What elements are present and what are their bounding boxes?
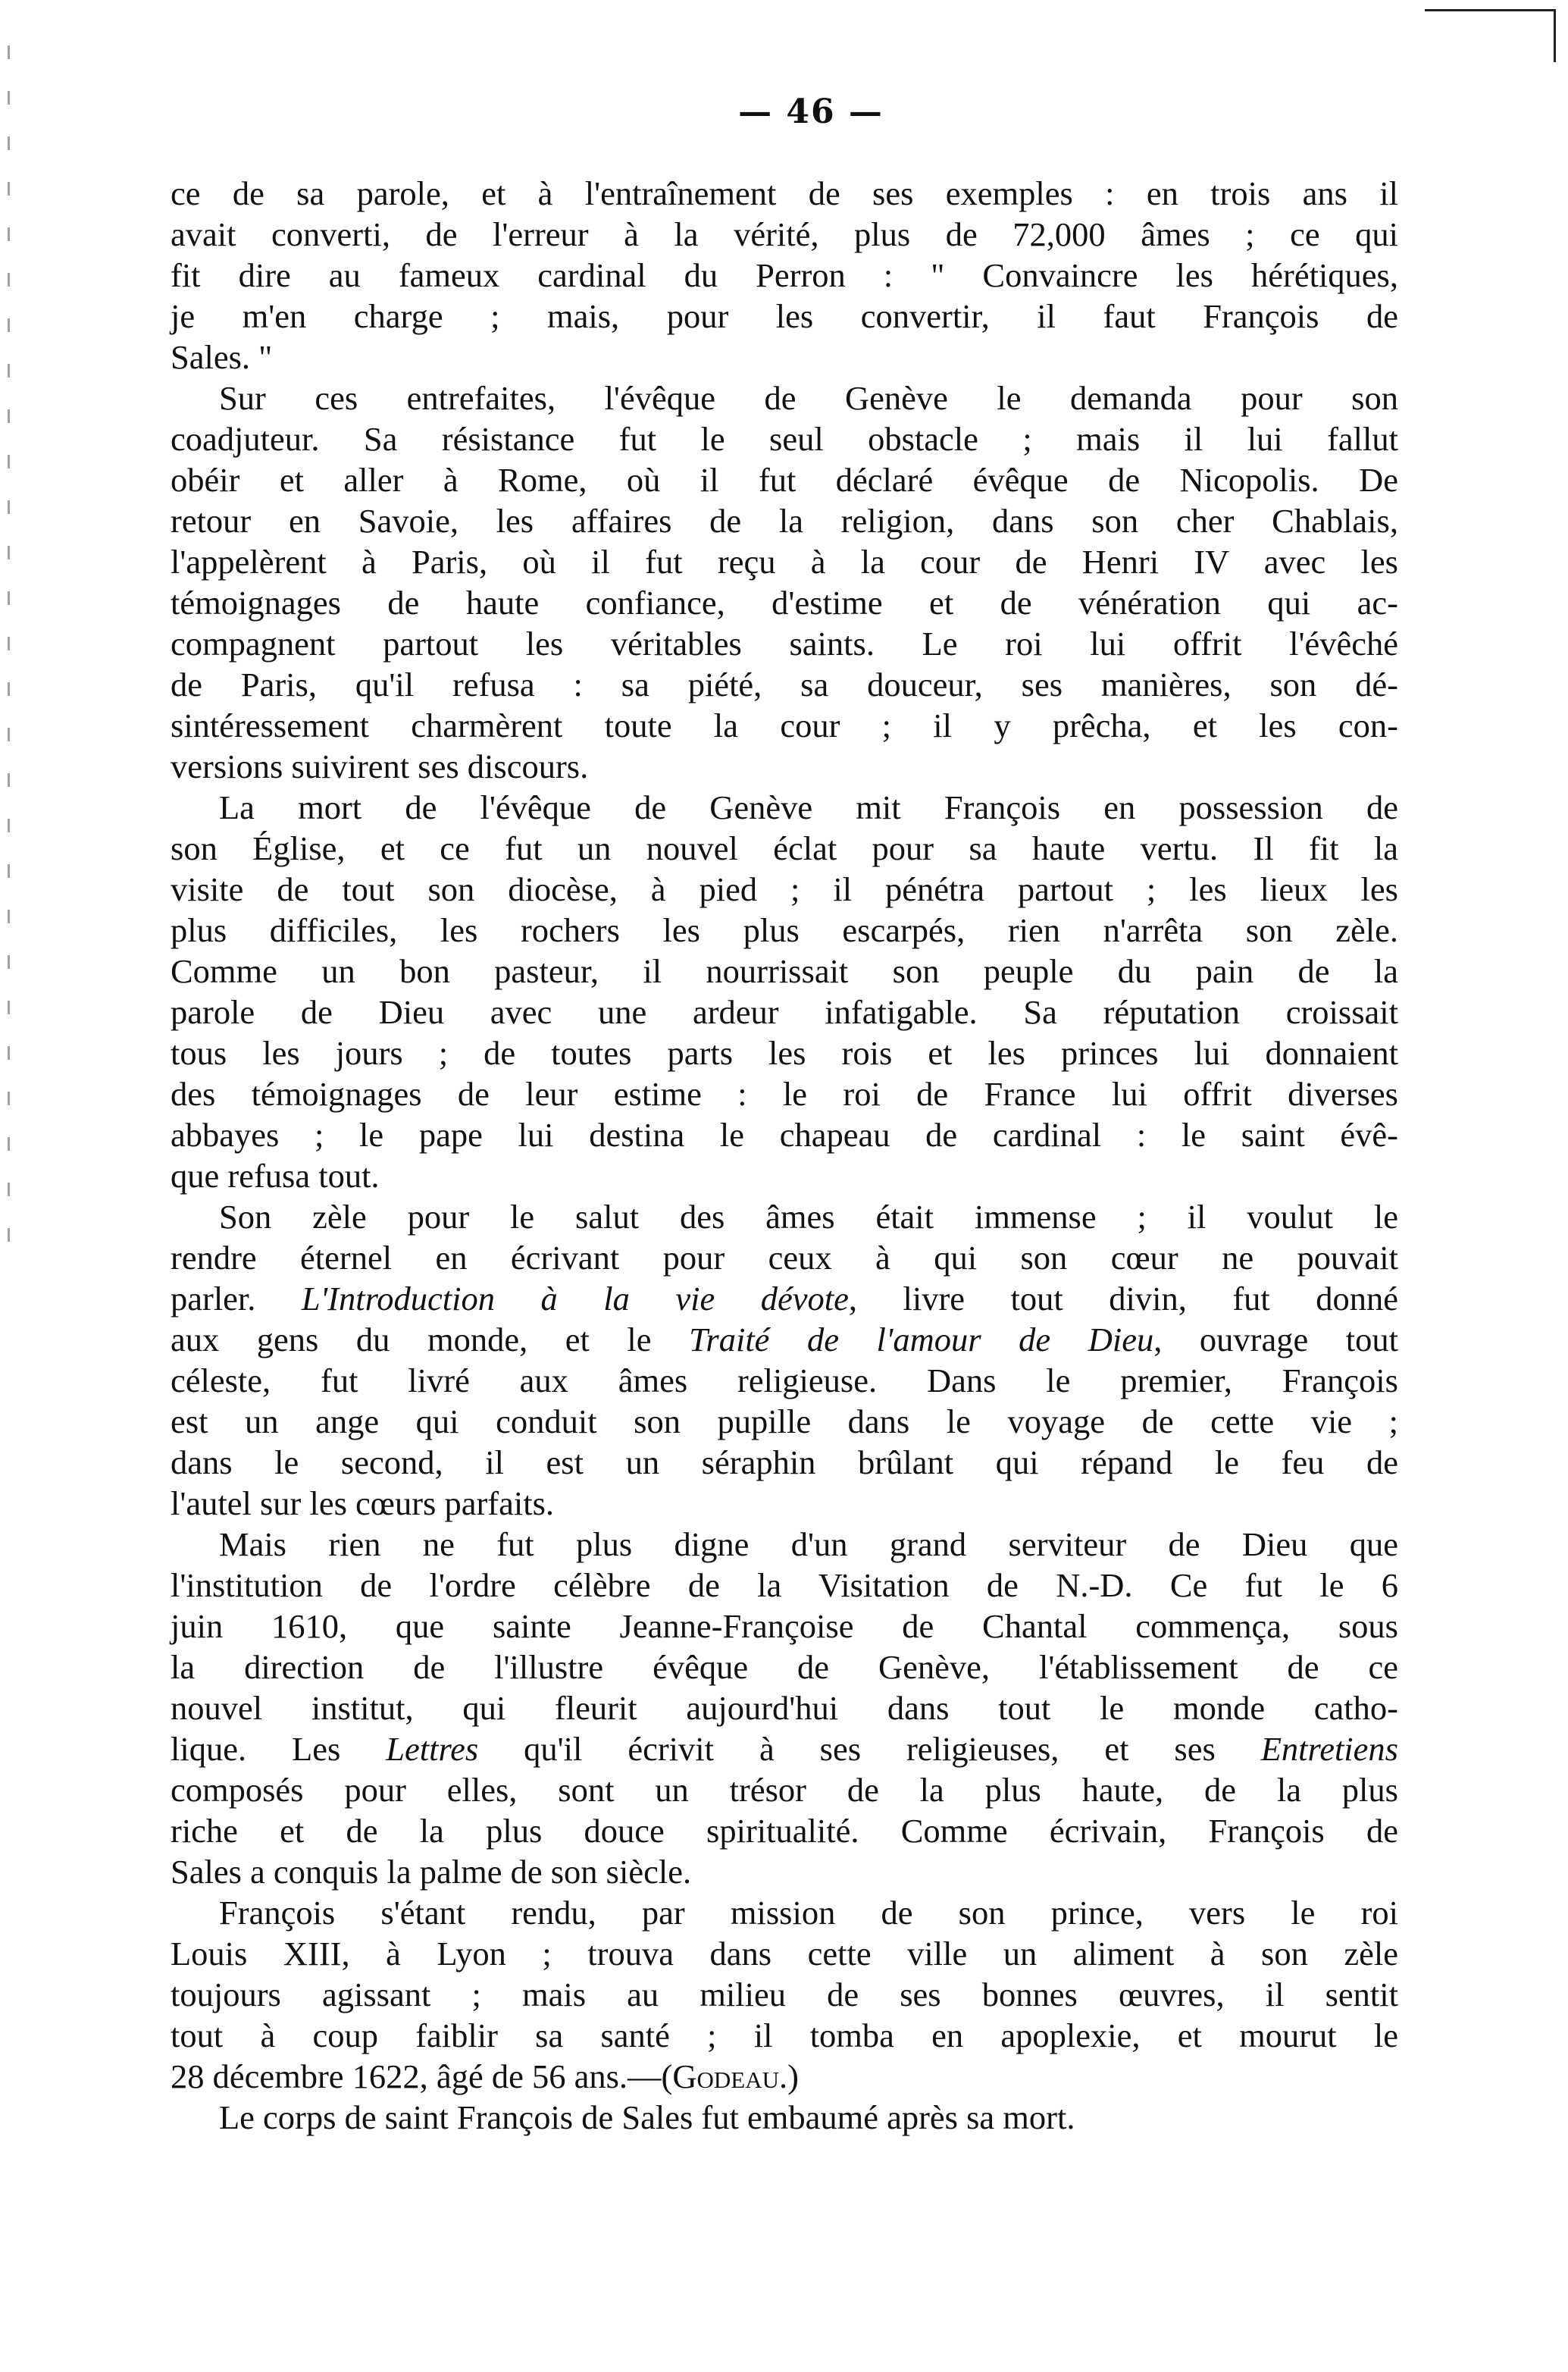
- text-fragment: qu'il écrivit à ses religieuses, et ses: [478, 1730, 1261, 1768]
- text-line: sintéressement charmèrent toute la cour ; il y prêcha, et les con-: [171, 707, 1398, 744]
- text-line: Sales a conquis la palme de son siècle.: [171, 1853, 692, 1891]
- text-line: Son zèle pour le salut des âmes était immense ; il voulut le: [219, 1198, 1398, 1236]
- text-line: toujours agissant ; mais au milieu de ses bonnes œuvres, il sentit: [171, 1976, 1398, 2013]
- text-fragment: .): [778, 2057, 799, 2095]
- text-line: avait converti, de l'erreur à la vérité, plus de 72,000 âmes ; ce qui: [171, 215, 1398, 253]
- citation-author: Godeau: [672, 2057, 779, 2095]
- text-line: riche et de la plus douce spiritualité. Comme écrivain, François de: [171, 1812, 1398, 1850]
- text-line: tout à coup faiblir sa santé ; il tomba en apoplexie, et mourut le: [171, 2016, 1398, 2054]
- text-line: Le corps de saint François de Sales fut embaumé après sa mort.: [219, 2098, 1075, 2136]
- text-line: je m'en charge ; mais, pour les convertir, il faut François de: [171, 297, 1398, 335]
- text-line: Mais rien ne fut plus digne d'un grand serviteur de Dieu que: [219, 1525, 1398, 1563]
- text-line: l'autel sur les cœurs parfaits.: [171, 1484, 555, 1522]
- text-line: [171, 1319, 1398, 1360]
- book-title: Lettres: [386, 1730, 479, 1768]
- book-title: L'Introduction à la vie dévote: [301, 1280, 849, 1318]
- text-line: Comme un bon pasteur, il nourrissait son peuple du pain de la: [171, 952, 1398, 990]
- text-line: François s'étant rendu, par mission de son prince, vers le roi: [219, 1894, 1398, 1932]
- text-fragment: parler.: [171, 1280, 302, 1318]
- text-line: nouvel institut, qui fleurit aujourd'hui dans tout le monde catho-: [171, 1689, 1398, 1727]
- paragraph: [171, 787, 1398, 1196]
- text-line: la direction de l'illustre évêque de Genève, l'établissement de ce: [171, 1648, 1398, 1686]
- text-line: [171, 2056, 1398, 2097]
- paragraph: [171, 1892, 1398, 2097]
- paragraph: [171, 1196, 1398, 1524]
- text-line: plus difficiles, les rochers les plus escarpés, rien n'arrêta son zèle.: [171, 911, 1398, 949]
- book-title: Entretiens: [1260, 1730, 1398, 1768]
- text-line: retour en Savoie, les affaires de la religion, dans son cher Chablais,: [171, 502, 1398, 540]
- page-number: — 46 —: [738, 92, 884, 131]
- scan-binding-marks: [8, 45, 10, 1258]
- paragraph: [171, 1524, 1398, 1892]
- text-line: Louis XIII, à Lyon ; trouva dans cette ville un aliment à son zèle: [171, 1935, 1398, 1972]
- text-fragment: 28 décembre 1622, âgé de 56 ans.—(: [171, 2057, 673, 2095]
- text-line: Sur ces entrefaites, l'évêque de Genève le demanda pour son: [219, 379, 1398, 417]
- text-line: [171, 1728, 1398, 1769]
- scan-border-top: [1425, 9, 1554, 11]
- text-line: [171, 1278, 1398, 1319]
- text-line: que refusa tout.: [171, 1157, 380, 1195]
- text-line: ce de sa parole, et à l'entraînement de ses exemples : en trois ans il: [171, 174, 1398, 212]
- text-line: est un ange qui conduit son pupille dans le voyage de cette vie ;: [171, 1402, 1398, 1440]
- text-line: coadjuteur. Sa résistance fut le seul obstacle ; mais il lui fallut: [171, 420, 1398, 458]
- text-line: versions suivirent ses discours.: [171, 747, 589, 785]
- text-line: La mort de l'évêque de Genève mit François en possession de: [219, 788, 1398, 826]
- text-fragment: lique. Les: [171, 1730, 387, 1768]
- text-line: composés pour elles, sont un trésor de la plus haute, de la plus: [171, 1771, 1398, 1809]
- paragraph: [171, 2097, 1398, 2138]
- scan-border-right: [1554, 9, 1556, 62]
- text-line: dans le second, il est un séraphin brûlant qui répand le feu de: [171, 1443, 1398, 1481]
- text-line: rendre éternel en écrivant pour ceux à qui son cœur ne pouvait: [171, 1239, 1398, 1277]
- text-line: Sales. ": [171, 338, 273, 376]
- text-line: fit dire au fameux cardinal du Perron : " Convaincre les hérétiques,: [171, 256, 1398, 294]
- page-body-text: [171, 173, 1398, 2138]
- text-line: juin 1610, que sainte Jeanne-Françoise de Chantal commença, sous: [171, 1607, 1398, 1645]
- text-line: visite de tout son diocèse, à pied ; il pénétra partout ; les lieux les: [171, 870, 1398, 908]
- text-line: parole de Dieu avec une ardeur infatigable. Sa réputation croissait: [171, 993, 1398, 1031]
- text-line: obéir et aller à Rome, où il fut déclaré évêque de Nicopolis. De: [171, 461, 1398, 499]
- text-line: céleste, fut livré aux âmes religieuse. Dans le premier, François: [171, 1361, 1398, 1399]
- text-line: tous les jours ; de toutes parts les rois et les princes lui donnaient: [171, 1034, 1398, 1072]
- text-line: l'appelèrent à Paris, où il fut reçu à la cour de Henri IV avec les: [171, 543, 1398, 581]
- text-line: des témoignages de leur estime : le roi de France lui offrit diverses: [171, 1075, 1398, 1113]
- text-line: abbayes ; le pape lui destina le chapeau de cardinal : le saint évê-: [171, 1116, 1398, 1154]
- book-title: Traité de l'amour de Dieu: [689, 1321, 1154, 1358]
- text-fragment: , ouvrage tout: [1153, 1321, 1398, 1358]
- text-line: l'institution de l'ordre célèbre de la Visitation de N.-D. Ce fut le 6: [171, 1566, 1398, 1604]
- text-line: témoignages de haute confiance, d'estime et de vénération qui ac-: [171, 584, 1398, 622]
- text-line: son Église, et ce fut un nouvel éclat pour sa haute vertu. Il fit la: [171, 829, 1398, 867]
- text-fragment: , livre tout divin, fut donné: [848, 1280, 1398, 1318]
- paragraph: [171, 378, 1398, 787]
- text-line: compagnent partout les véritables saints. Le roi lui offrit l'évêché: [171, 625, 1398, 663]
- text-line: de Paris, qu'il refusa : sa piété, sa douceur, ses manières, son dé-: [171, 666, 1398, 703]
- paragraph: [171, 173, 1398, 378]
- text-fragment: aux gens du monde, et le: [171, 1321, 690, 1358]
